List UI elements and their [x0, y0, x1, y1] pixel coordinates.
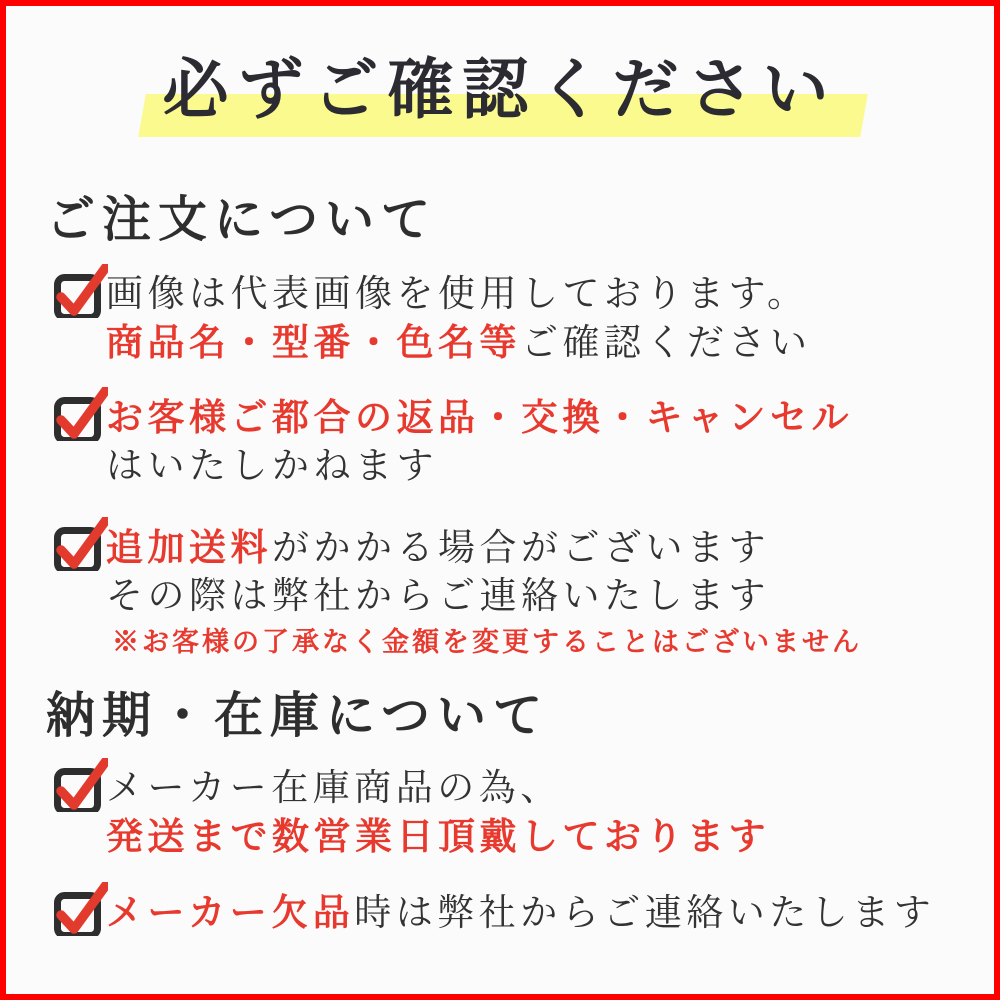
checkbox-checked-icon: [54, 264, 108, 318]
item-line: お客様ご都合の返品・交換・キャンセル: [106, 395, 853, 439]
page-title: 必ずご確認ください: [162, 50, 838, 128]
section-heading-stock: 納期・在庫について: [46, 686, 550, 744]
list-item: [54, 270, 974, 367]
list-item: [54, 888, 974, 937]
item-text: [106, 270, 974, 367]
item-text: [106, 393, 974, 490]
list-item: [54, 393, 974, 490]
item-text: [106, 764, 974, 861]
checkbox-checked-icon: [54, 882, 108, 936]
item-line: 画像は代表画像を使用しております。: [106, 272, 809, 315]
item-text: [106, 888, 974, 937]
item-note: ※お客様の了承なく金額を変更することはございません: [112, 627, 862, 658]
item-text: [106, 523, 974, 620]
item-line: その際は弊社からご連絡いたします: [106, 574, 770, 617]
item-line: はいたしかねます: [106, 444, 438, 487]
section-heading-order: ご注文について: [46, 190, 438, 248]
checkbox-checked-icon: [54, 758, 108, 812]
list-item: [54, 764, 974, 861]
title-block: [6, 6, 994, 156]
list-item: [54, 523, 974, 659]
item-line: メーカー在庫商品の為、: [106, 766, 562, 809]
item-line: 追加送料がかかる場合がございます: [106, 525, 770, 569]
item-line: メーカー欠品時は弊社からご連絡いたします: [106, 890, 936, 934]
item-line: 商品名・型番・色名等ご確認ください: [106, 320, 812, 364]
item-line: 発送まで数営業日頂戴しております: [106, 814, 770, 858]
checkbox-checked-icon: [54, 517, 108, 571]
checkbox-checked-icon: [54, 387, 108, 441]
